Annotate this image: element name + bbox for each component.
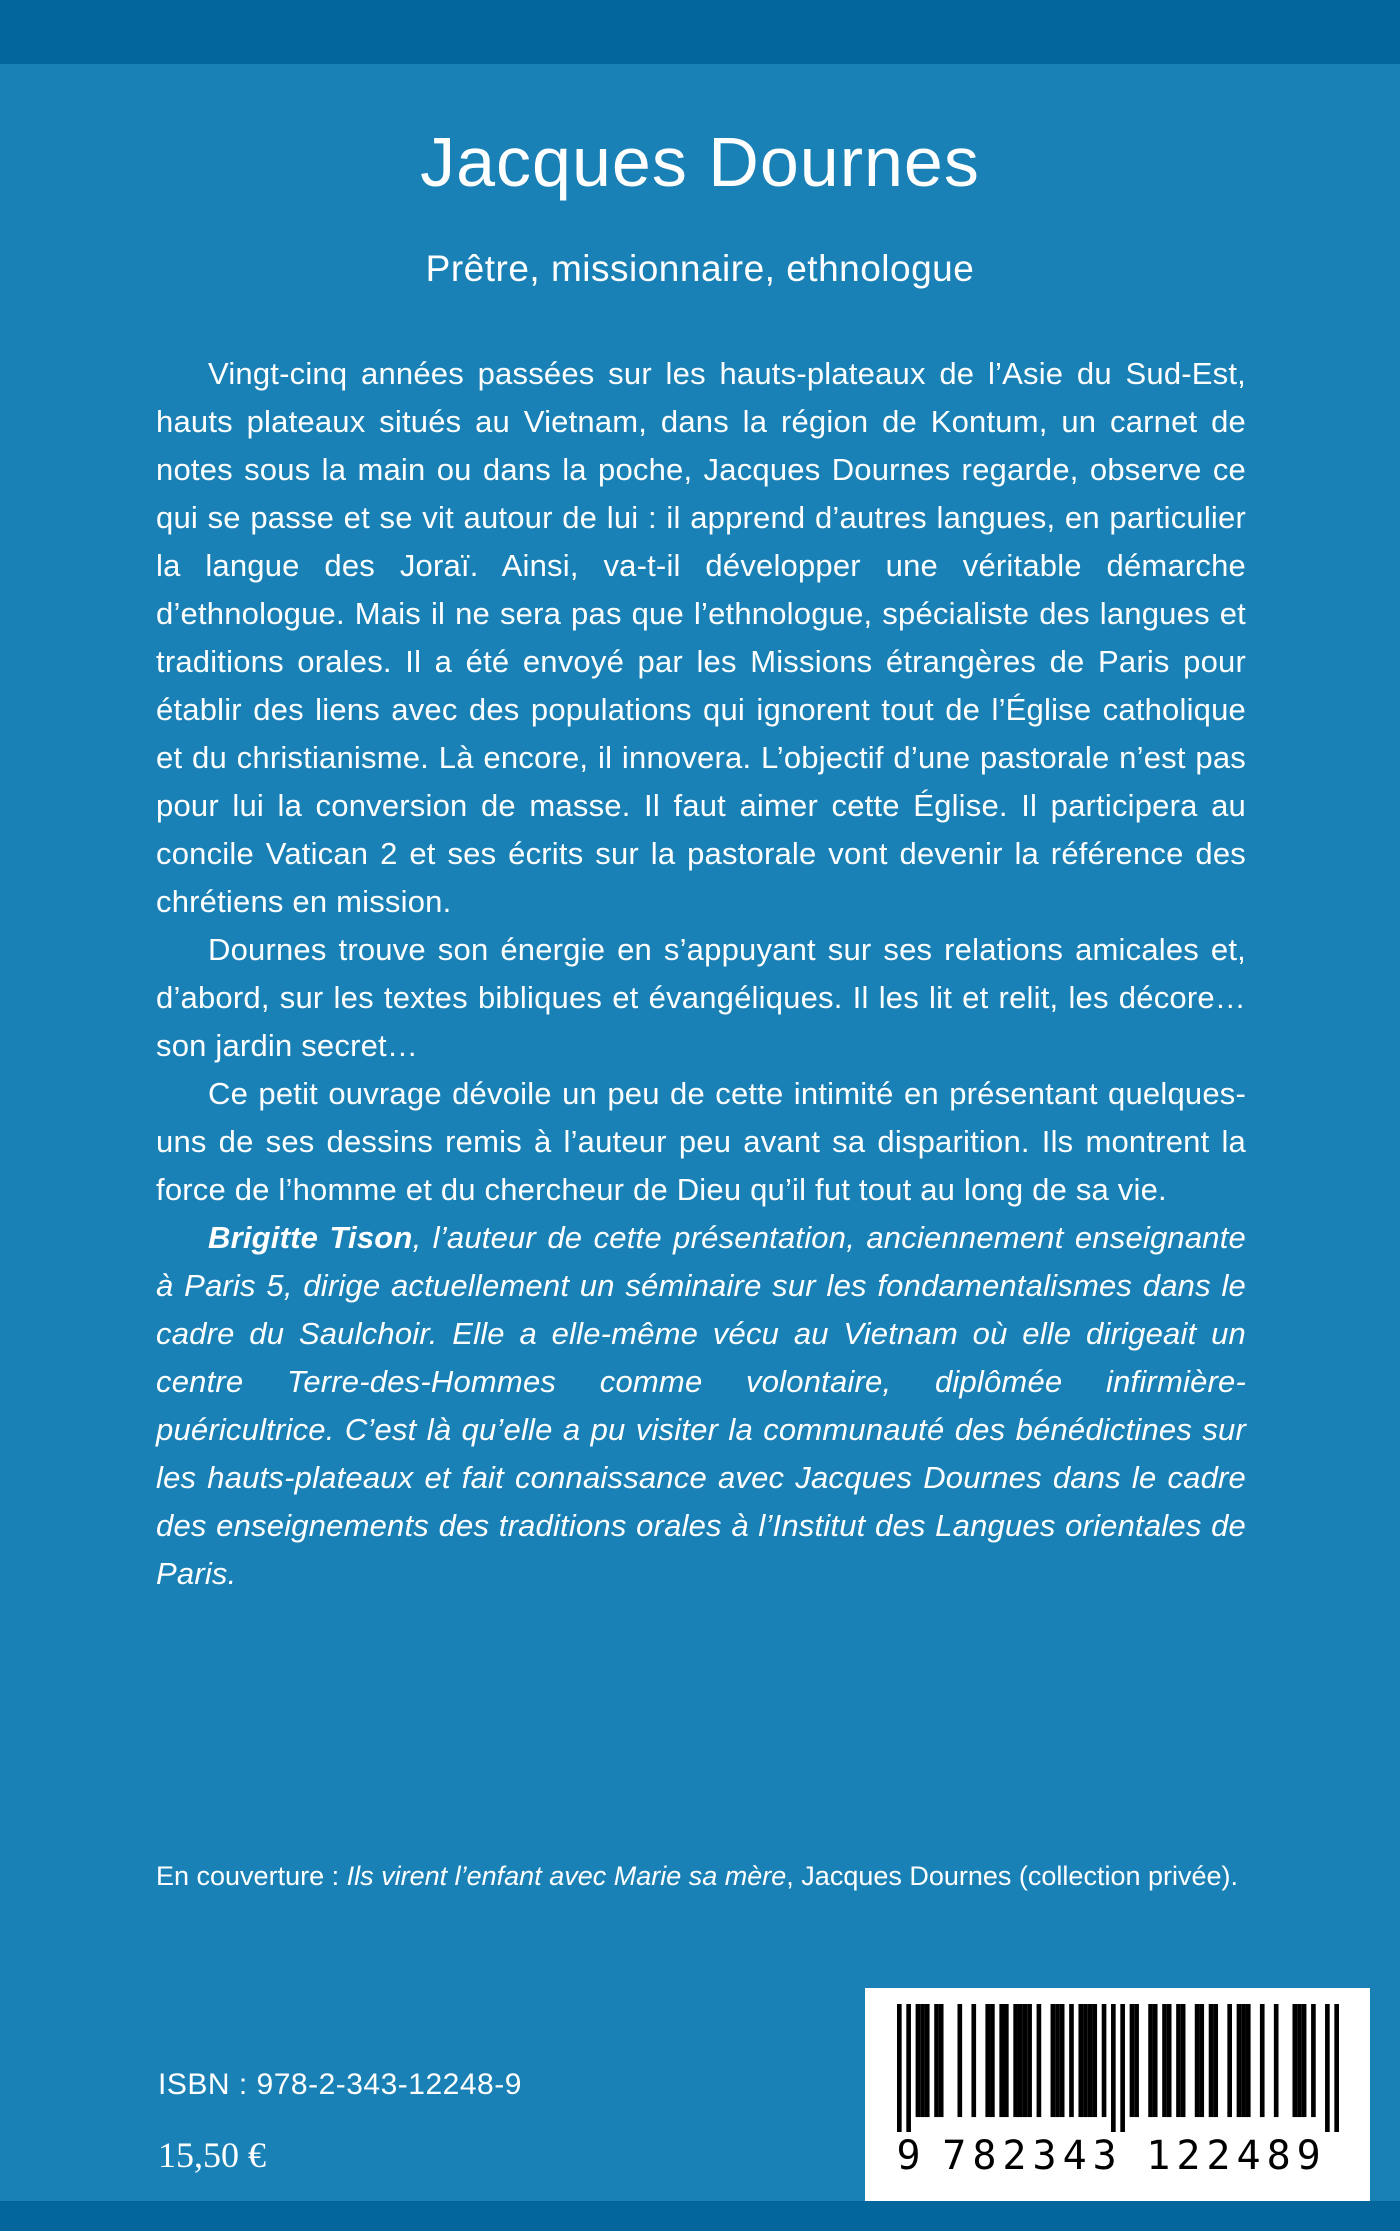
book-title: Jacques Dournes (420, 123, 980, 201)
author-bio (156, 1214, 1246, 1598)
synopsis-paragraph-3: Ce petit ouvrage dévoile un peu de cette intimité en présentant quelques-uns de ses dessins remis à l’auteur peu avant sa disparition. Ils montrent la force de l’homme et du chercheur de Dieu qu’il fut tout au long de sa vie. (156, 1076, 1246, 1207)
synopsis (156, 350, 1246, 1598)
synopsis-paragraph-2: Dournes trouve son énergie en s’appuyant sur ses relations amicales et, d’abord, sur les textes bibliques et évangéliques. Il les lit et relit, les décore… son jardin secret… (156, 932, 1246, 1063)
cover-credit (156, 1858, 1266, 1894)
credit-prefix: En couverture : (156, 1861, 347, 1891)
barcode-digits-right: 122489 (1146, 2133, 1327, 2179)
barcode-digits-left: 782343 (942, 2133, 1123, 2179)
book-subtitle: Prêtre, missionnaire, ethnologue (425, 248, 975, 289)
barcode-bars-icon (897, 2004, 1339, 2132)
barcode (865, 1988, 1370, 2210)
top-band (0, 0, 1400, 64)
bio-author-name: Brigitte Tison (208, 1220, 413, 1255)
synopsis-paragraph-1: Vingt-cinq années passées sur les hauts-plateaux de l’Asie du Sud-Est, hauts plateaux situés au Vietnam, dans la région de Kontum, un carnet de notes sous la main ou dans la poche, Jacques Dournes regarde, observe ce qui se passe et se vit autour de lui : il apprend d’autres langues, en particulier la langue des Joraï. Ainsi, va-t-il développer une véritable démarche d’ethnologue. Mais il ne sera pas que l’ethnologue, spécialiste des langues et traditions orales. Il a été envoyé par les Missions étrangères de Paris pour établir des liens avec des populations qui ignorent tout de l’Église catholique et du christianisme. Là encore, il innovera. L’objectif d’une pastorale n’est pas pour lui la conversion de masse. Il faut aimer cette Église. Il participera au concile Vatican 2 et ses écrits sur la pastorale vont devenir la référence des chrétiens en mission. (156, 356, 1246, 919)
bottom-band (0, 2201, 1400, 2231)
isbn-number: ISBN : 978-2-343-12248-9 (158, 2068, 522, 2101)
credit-suffix: , Jacques Dournes (collection privée). (786, 1861, 1239, 1891)
bio-text: , l’auteur de cette présentation, anciennement enseignante à Paris 5, dirige actuellement un séminaire sur les fondamentalismes dans le cadre du Saulchoir. Elle a elle-même vécu au Vietnam où elle dirigeait un centre Terre-des-Hommes comme volontaire, diplômée infirmière-puéricultrice. C’est là qu’elle a pu visiter la communauté des bénédictines sur les hauts-plateaux et fait connaissance avec Jacques Dournes dans le cadre des enseignements des traditions orales à l’Institut des Langues orientales de Paris. (156, 1220, 1246, 1591)
price: 15,50 € (158, 2135, 266, 2175)
credit-work-title: Ils virent l’enfant avec Marie sa mère (346, 1861, 787, 1891)
barcode-digits (897, 2134, 1339, 2178)
barcode-digit-leading: 9 (896, 2133, 921, 2179)
